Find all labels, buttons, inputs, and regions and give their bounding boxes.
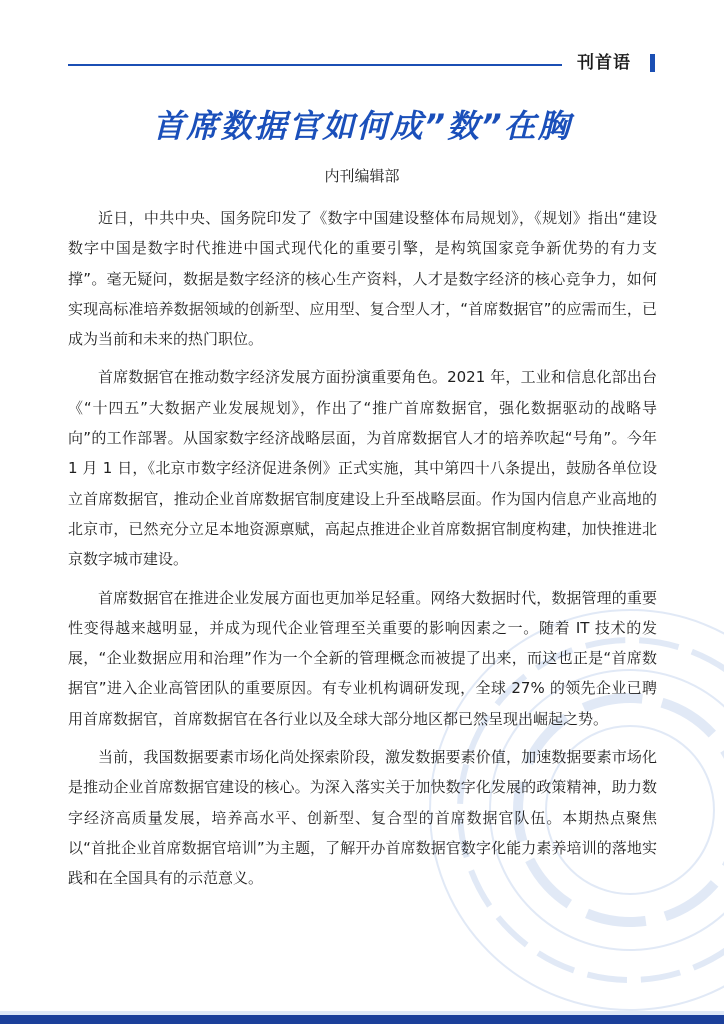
paragraph: 近日，中共中央、国务院印发了《数字中国建设整体布局规划》，《规划》指出“建设数字中国是数字时代推进中国式现代化的重要引擎，是构筑国家竞争新优势的有力支撑”。毫无疑问，数据是数字经济的核心生产资料，人才是数字经济的核心竞争力，如何实现高标准培养数据领域的创新型、应用型、复合型人才，“首席数据官”的应需而生，已成为当前和未来的热门职位。	[68, 209, 657, 349]
paragraph: 首席数据官在推动数字经济发展方面扮演重要角色。2021 年，工业和信息化部出台《“十四五”大数据产业发展规划》，作出了“推广首席数据官，强化数据驱动的战略导向”的工作部署。从国家数字经济战略层面，为首席数据官人才的培养吹起“号角”。今年 1 月 1 日，《北京市数字经济促进条例》正式实施，其中第四十八条提出，鼓励各单位设立首席数据官，推动企业首席数据官制度建设上升至战略层面。作为国内信息产业高地的北京市，已然充分立足本地资源禀赋，高起点推进企业首席数据官制度构建，加快推进北京数字城市建设。	[68, 368, 657, 569]
footer-bar	[0, 1015, 724, 1024]
article-title: 首席数据官如何成”数”在胸	[152, 107, 572, 145]
header-rule	[68, 64, 562, 66]
section-label: 刊首语	[577, 53, 631, 73]
article-body	[68, 203, 657, 902]
article-author: 内刊编辑部	[324, 167, 400, 185]
section-marker	[650, 54, 655, 72]
paragraph: 首席数据官在推进企业发展方面也更加举足轻重。网络大数据时代，数据管理的重要性变得越来越明显，并成为现代企业管理至关重要的影响因素之一。随着 IT 技术的发展，“企业数据应用和治理”作为一个全新的管理概念而被提了出来，而这也正是“首席数据官”进入企业高管团队的重要原因。有专业机构调研发现，全球 27% 的领先企业已聘用首席数据官，首席数据官在各行业以及全球大部分地区都已然呈现出崛起之势。	[68, 588, 657, 728]
paragraph: 当前，我国数据要素市场化尚处探索阶段，激发数据要素价值，加速数据要素市场化是推动企业首席数据官建设的核心。为深入落实关于加快数字化发展的政策精神，助力数字经济高质量发展，培养高水平、创新型、复合型的首席数据官队伍。本期热点聚焦以“首批企业首席数据官培训”为主题，了解开办首席数据官数字化能力素养培训的落地实践和在全国具有的示范意义。	[68, 748, 657, 888]
